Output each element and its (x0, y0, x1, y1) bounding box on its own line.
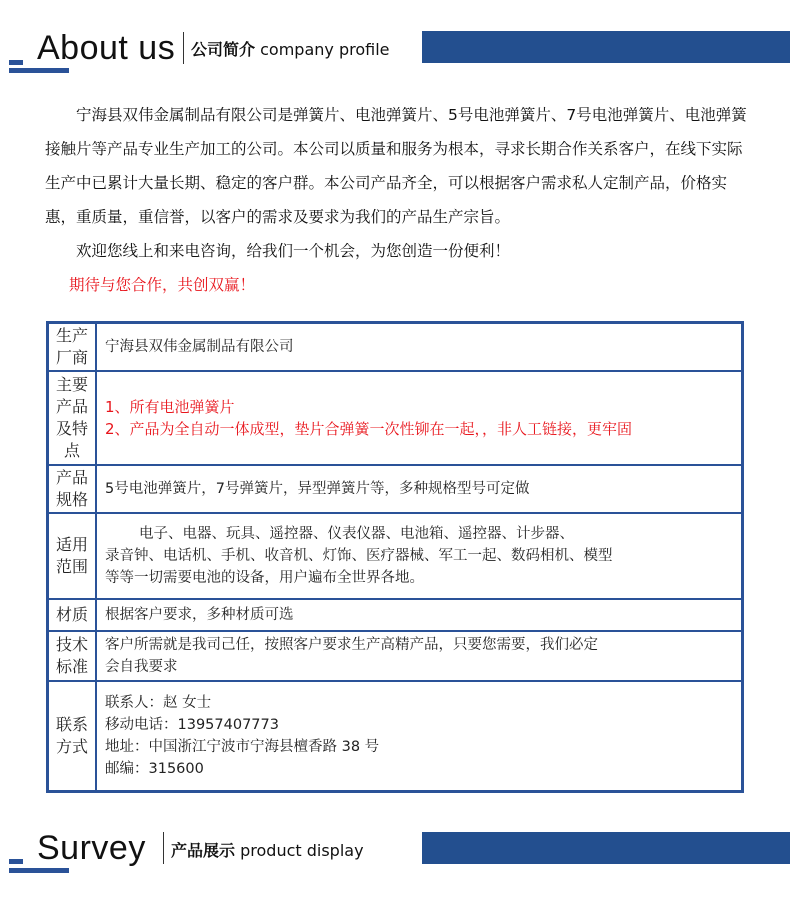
row-label: 技术标准 (48, 631, 97, 681)
about-us-title: About us (37, 29, 176, 67)
value-line: 2、产品为全自动一体成型，垫片合弹簧一次性铆在一起，，非人工链接，更牢固 (105, 420, 633, 438)
header-blue-bar (422, 832, 790, 864)
accent-mark-short (9, 60, 23, 65)
about-us-subtitle-en: company profile (260, 40, 390, 59)
contact-postcode: 邮编：315600 (105, 760, 204, 777)
table-row-manufacturer (48, 323, 743, 372)
accent-mark-short (9, 859, 23, 864)
row-value (96, 465, 743, 513)
header-blue-bar (422, 31, 790, 63)
row-label: 适用范围 (48, 513, 97, 599)
table-row-contact (48, 681, 743, 791)
company-spec-table (46, 321, 744, 793)
accent-mark-long (9, 868, 69, 873)
row-label: 联系方式 (48, 681, 97, 791)
row-label: 材质 (48, 599, 97, 631)
survey-subtitle-en: product display (240, 841, 364, 860)
contact-phone: 移动电话：13957407773 (105, 716, 279, 733)
table-row-specifications (48, 465, 743, 513)
row-value (96, 631, 743, 681)
row-value (96, 371, 743, 465)
intro-slogan: 期待与您合作，共创双赢！ (69, 276, 256, 294)
value-line: 客户所需就是我司己任，按照客户要求生产高精产品，只要您需要，我们必定 (105, 637, 598, 653)
survey-header (0, 828, 790, 868)
header-divider (183, 32, 184, 64)
contact-address: 地址：中国浙江宁波市宁海县檀香路 38 号 (105, 738, 380, 755)
value-line: 5号电池弹簧片，7号弹簧片，异型弹簧片等，多种规格型号可定做 (105, 481, 530, 497)
survey-subtitle-cn: 产品展示 (171, 841, 236, 860)
row-value (96, 681, 743, 791)
row-value (96, 513, 743, 599)
accent-mark-long (9, 68, 69, 73)
row-label: 生产厂商 (48, 323, 97, 372)
value-line: 等等一切需要电池的设备，用户遍布全世界各地。 (105, 570, 424, 586)
row-label: 产品规格 (48, 465, 97, 513)
header-divider (163, 832, 164, 864)
value-line: 电子、电器、玩具、遥控器、仪表仪器、电池箱、遥控器、计步器、 (139, 526, 574, 542)
table-row-applications (48, 513, 743, 599)
about-us-subtitle (191, 40, 389, 60)
value-line: 会自我要求 (105, 659, 178, 675)
row-value (96, 323, 743, 372)
company-intro (45, 98, 755, 302)
survey-title: Survey (37, 829, 146, 867)
table-row-material (48, 599, 743, 631)
about-us-subtitle-cn: 公司简介 (191, 40, 256, 59)
value-line: 录音钟、电话机、手机、收音机、灯饰、医疗器械、军工一起、数码相机、模型 (105, 548, 613, 564)
value-line: 1、所有电池弹簧片 (105, 398, 235, 416)
intro-paragraph-2: 欢迎您线上和来电咨询，给我们一个机会，为您创造一份便利！ (76, 242, 511, 260)
survey-subtitle (171, 841, 364, 861)
table-row-main-products (48, 371, 743, 465)
intro-paragraph-1: 宁海县双伟金属制品有限公司是弹簧片、电池弹簧片、5号电池弹簧片、7号电池弹簧片、电池弹簧接触片等产品专业生产加工的公司。本公司以质量和服务为根本，寻求长期合作关系客户，在线下实际生产中已累计大量长期、稳定的客户群。本公司产品齐全，可以根据客户需求私人定制产品，价格实惠，重质量，重信誉，以客户的需求及要求为我们的产品生产宗旨。 (45, 106, 747, 226)
value-line: 宁海县双伟金属制品有限公司 (105, 339, 294, 355)
value-line: 根据客户要求，多种材质可选 (105, 607, 294, 623)
row-label: 主要产品及特点 (48, 371, 97, 465)
table-row-tech-standard (48, 631, 743, 681)
row-value (96, 599, 743, 631)
contact-person: 联系人：赵 女士 (105, 694, 212, 711)
about-us-header (0, 28, 790, 68)
